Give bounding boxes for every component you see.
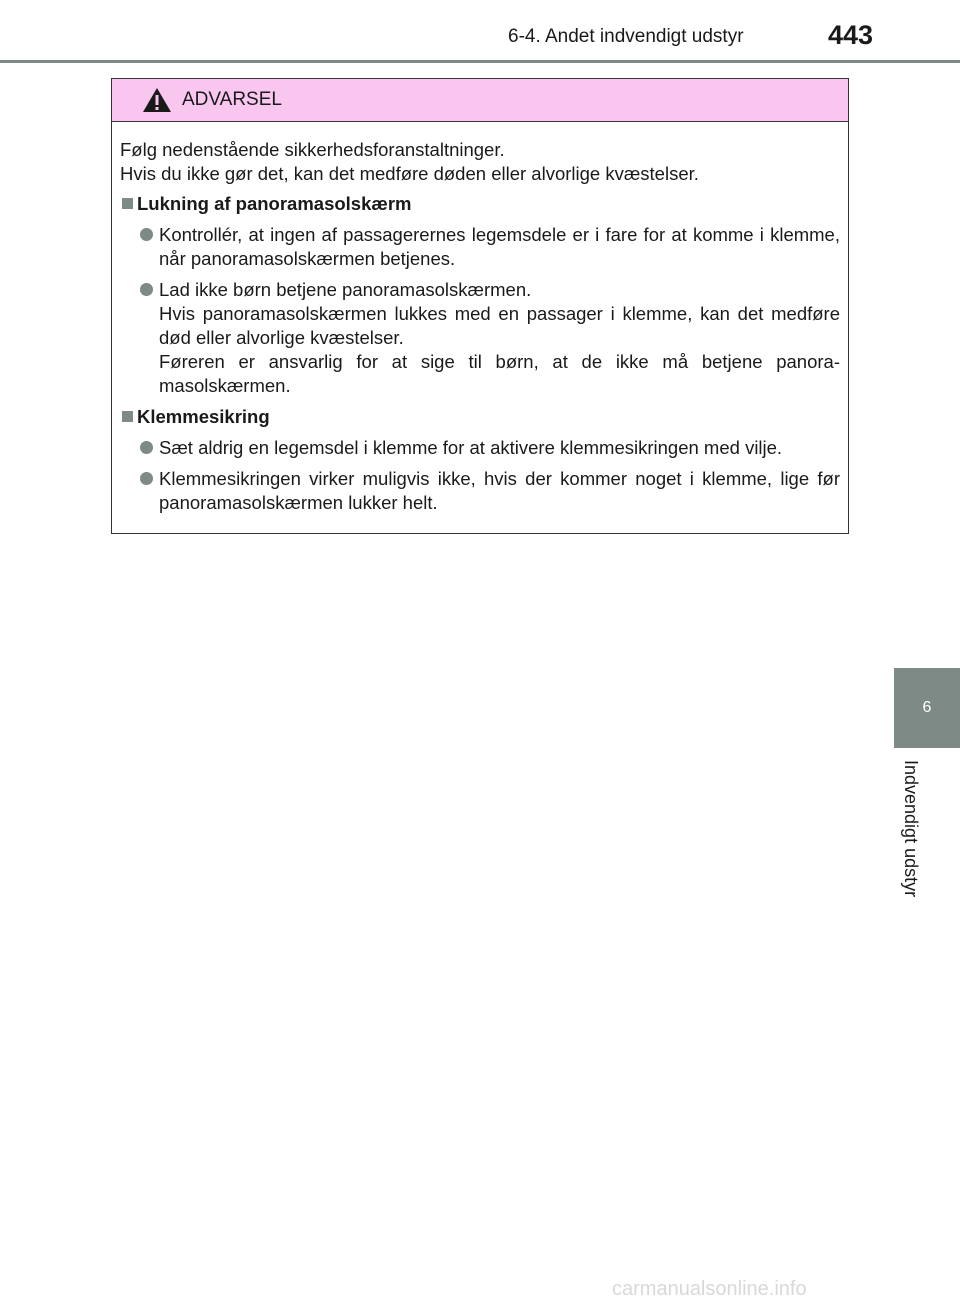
list-item bbox=[120, 436, 840, 460]
section-heading-text: Lukning af panoramasolskærm bbox=[137, 193, 412, 214]
list-item-text: Hvis panoramasolskærmen lukkes med en passager i klemme, kan det medføre død eller alvorlige kvæstelser. bbox=[159, 303, 840, 348]
warning-box bbox=[111, 78, 849, 534]
warning-intro bbox=[120, 138, 840, 186]
chapter-number: 6 bbox=[922, 699, 932, 716]
watermark-logo: carmanualsonline.info bbox=[612, 1278, 807, 1300]
section-heading-pinch-protection bbox=[120, 405, 840, 429]
list-item bbox=[120, 223, 840, 271]
circle-bullet-icon bbox=[140, 283, 153, 296]
list-item bbox=[120, 467, 840, 515]
list-item-text: Kontrollér, at ingen af passagerernes legemsdele er i fare for at komme i klemme, når panoramasolskærmen betjenes. bbox=[159, 224, 840, 269]
list-item-text: Klemmesikringen virker muligvis ikke, hvis der kommer noget i klemme, lige før panoramasolskærmen lukker helt. bbox=[159, 468, 840, 513]
header-divider bbox=[0, 60, 960, 63]
chapter-tab[interactable] bbox=[894, 668, 960, 748]
section-heading-closing bbox=[120, 192, 840, 216]
list-item bbox=[120, 278, 840, 398]
circle-bullet-icon bbox=[140, 441, 153, 454]
square-bullet-icon bbox=[122, 198, 133, 209]
list-item-text: Lad ikke børn betjene panoramasolskærmen. bbox=[159, 279, 532, 300]
header-section-title: 6-4. Andet indvendigt udstyr bbox=[508, 26, 744, 47]
chapter-label: Indvendigt udstyr bbox=[901, 760, 921, 898]
intro-line: Følg nedenstående sikkerhedsforanstaltninger. bbox=[120, 139, 505, 160]
page-number: 443 bbox=[828, 20, 874, 50]
warning-body bbox=[112, 122, 848, 515]
circle-bullet-icon bbox=[140, 228, 153, 241]
list-item-text: Sæt aldrig en legemsdel i klemme for at aktivere klemmesikringen med vilje. bbox=[159, 437, 783, 458]
warning-title: ADVARSEL bbox=[182, 89, 282, 110]
circle-bullet-icon bbox=[140, 472, 153, 485]
warning-triangle-icon bbox=[142, 87, 172, 113]
list-item-text: Føreren er ansvarlig for at sige til børn, at de ikke må betjene panora-masolskærmen. bbox=[159, 351, 840, 396]
warning-header bbox=[112, 79, 848, 122]
intro-line: Hvis du ikke gør det, kan det medføre døden eller alvorlige kvæstelser. bbox=[120, 163, 699, 184]
square-bullet-icon bbox=[122, 411, 133, 422]
section-heading-text: Klemmesikring bbox=[137, 406, 270, 427]
